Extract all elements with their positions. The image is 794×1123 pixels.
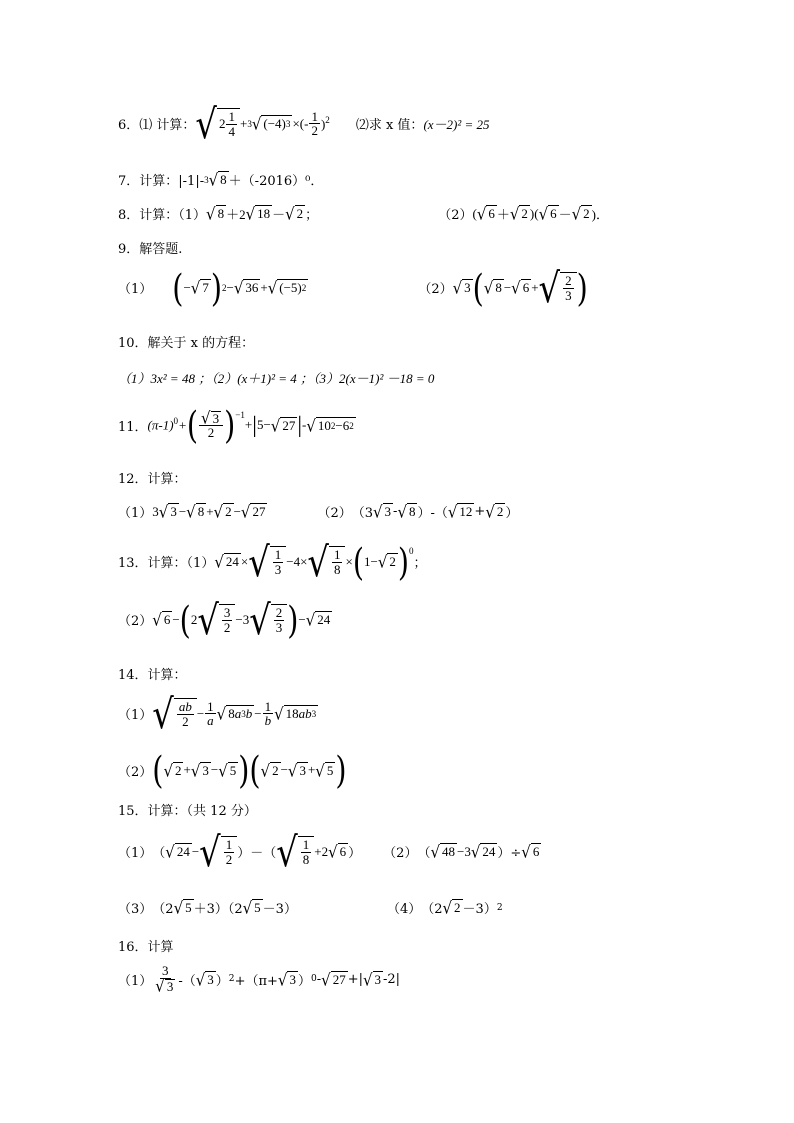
problem-6: 6． ⑴ 计算： √ 2 $\frac{1}{4}$ + 3 √ (−4) 3 ×(- $\frac{1}{2}$ )$^2$ ⑵求 x 值： (x－2)² = 25	[118, 101, 490, 148]
problem-16-part1-label: （1）	[118, 973, 153, 989]
problem-15-row1: （1） （ √ 24 − √ $\frac{1}{2}$ ）－（ √ $\frac{1}{8}$ +2 √ 6 ） （2） （ √ 48 −3 √ 24 ）÷ √ 6	[118, 829, 540, 876]
problem-6-label: 6．	[118, 118, 140, 134]
problem-9-part1-label: （1）	[118, 282, 153, 298]
problem-15-part3-label: （3）	[118, 902, 153, 917]
problem-12-part1-label: （1）	[118, 506, 153, 521]
problem-14-part2-label: （2）	[118, 764, 153, 780]
problem-16-part1: （1） 3 √ 3 -（ √ 3 ） 2 +（π+ √ 3 ） 0 - √ 27 +| √ 3 -2|	[118, 963, 401, 997]
problem-8-label: 8．计算：（1）	[118, 208, 207, 223]
problem-7-text-a: 7．计算：|-1|-	[118, 174, 205, 189]
problem-15-part2-label: （2）	[383, 846, 418, 862]
problem-15-part1-label: （1）	[118, 846, 153, 862]
problem-13-part2: （2） √ 6 − ( 2 √ $\frac{3}{2}$ −3 √ $\frac{2}{3}$ ) − √ 24	[118, 597, 331, 644]
problem-15-heading: 15．计算：（共 12 分）	[118, 804, 257, 819]
problem-14-part1-label: （1）	[118, 708, 153, 724]
problem-9-heading: 9．解答题.	[118, 242, 183, 257]
problem-11: 11． $(\pi-1)^0+$ ( √ 3 2 ) $^{-1}$ + | 5− √ 27 | - √ 10 2 −6 2	[118, 402, 354, 447]
problem-6-part2-equation: (x－2)² = 25	[423, 117, 490, 133]
problem-10-equations: （1）3x² = 48 ；（2）(x＋1)² = 4 ；（3）2(x－1)² －18 = 0	[118, 371, 435, 386]
problem-6-part2-label: ⑵求 x 值：	[355, 118, 424, 134]
problem-6-part1-label: ⑴ 计算：	[139, 118, 196, 134]
problem-12-heading: 12．计算：	[118, 472, 187, 487]
problem-9-part2-label: （2）	[418, 282, 453, 298]
problem-14-part2: （2） ( √ 2 + √ 3 − √ 5 ) ( √ 2 − √ 3 + √ 5 )	[118, 747, 347, 793]
problem-15-part4-label: （4）	[386, 902, 422, 917]
problem-7: 7．计算：|-1|- 3 √ 8 ＋（-2016）⁰．	[118, 170, 324, 190]
problem-13-part2-label: （2）	[118, 614, 153, 630]
sqrt-expr: √ 2 $\frac{1}{4}$	[195, 108, 240, 140]
problem-9-parts: （1） ( − √ 7 ) 2 − √ 36 + √ (−5) 2 （2） √ 3 ( √ 8 − √ 6 + √ $\frac{2}{3}$ )	[118, 265, 588, 312]
problem-12-part2-label: （2）	[317, 506, 352, 521]
problem-14-heading: 14．计算：	[118, 668, 187, 683]
problem-11-label: 11．	[118, 419, 148, 435]
problem-8-part2-label: （2）	[438, 208, 473, 223]
problem-14-part1: （1） √ $\frac{ab}{2}$ − $\frac{1}{a}$ √ 8 a 3 b − $\frac{1}{b}$ √ 18 ab 3	[118, 691, 317, 738]
problem-15-row2: （3） （2 √ 5 ＋3）（2 √ 5 －3） （4） （2 √ 2 －3） 2	[118, 898, 503, 918]
problem-8: 8．计算：（1） √ 8 ＋2 √ 18 － √ 2 ； （2） ( √ 6 ＋ √ 2 )( √ 6 － √ 2 )．	[118, 204, 609, 224]
problem-10-heading: 10．解关于 x 的方程：	[118, 336, 255, 351]
problem-13: 13．计算：（1） √ 24 × √ $\frac{1}{3}$ −4× √ $\frac{1}{8}$ × ( 1− √ 2 ) $^0$ ；	[118, 539, 427, 586]
problem-16-heading: 16．计算	[118, 940, 174, 955]
problem-13-label: 13．计算：（1）	[118, 556, 215, 572]
problem-12-parts: （1） 3 √ 3 − √ 8 + √ 2 − √ 27 （2） （3 √ 3 - √ 8 ）-（ √ 12 + √ 2 ）	[118, 502, 519, 522]
problem-7-text-b: ＋（-2016）⁰．	[228, 174, 324, 189]
